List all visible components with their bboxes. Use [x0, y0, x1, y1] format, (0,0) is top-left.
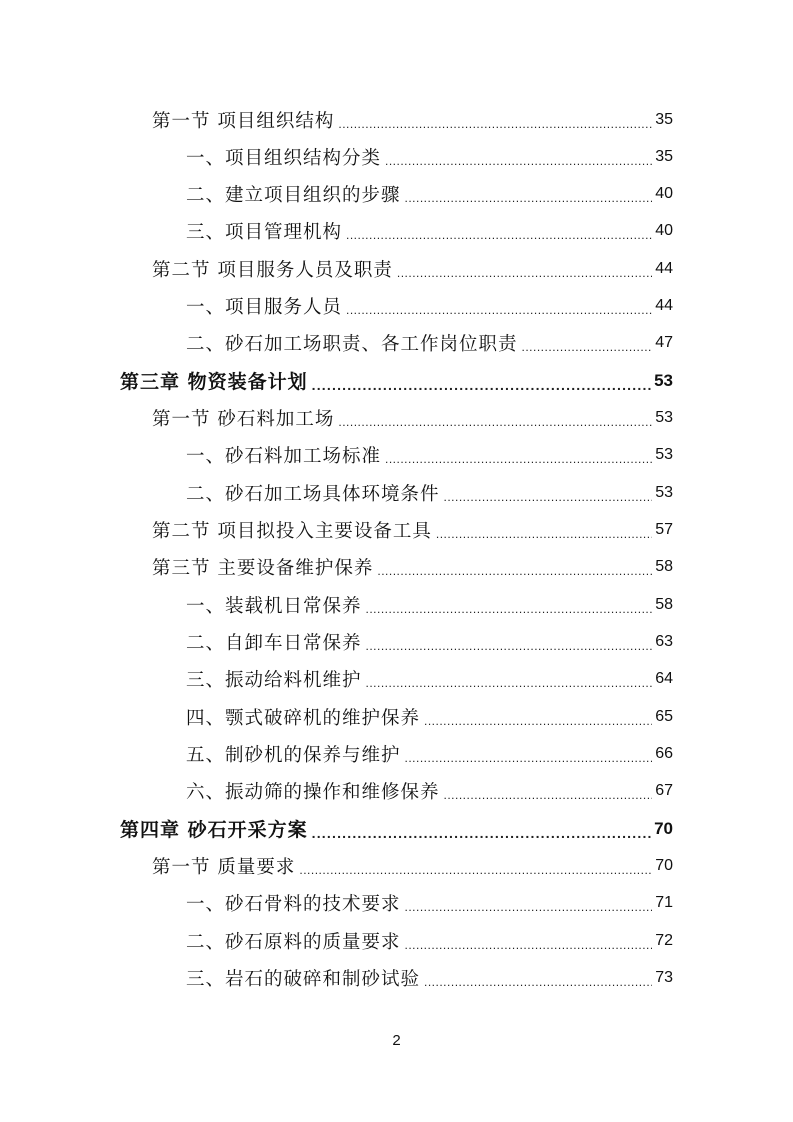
toc-entry-label: 二、砂石原料的质量要求 — [186, 931, 401, 953]
leader-dots — [385, 154, 652, 168]
leader-dots — [405, 938, 653, 952]
toc-entry-label: 第四章 砂石开采方案 — [120, 819, 308, 841]
leader-dots — [366, 639, 653, 653]
toc-entry[interactable] — [186, 735, 673, 772]
leader-dots — [436, 527, 652, 541]
leader-dots — [385, 452, 652, 466]
toc-entry[interactable] — [186, 138, 673, 175]
leader-dots — [338, 117, 652, 131]
toc-entry[interactable] — [152, 548, 673, 585]
toc-entry[interactable] — [186, 660, 673, 697]
toc-entry-page: 63 — [655, 632, 673, 650]
page-number: 2 — [392, 1032, 401, 1049]
leader-dots — [444, 788, 653, 802]
leader-dots — [424, 714, 652, 728]
toc-entry-page: 72 — [655, 931, 673, 949]
toc-entry-label: 一、砂石料加工场标准 — [186, 445, 382, 467]
leader-dots — [299, 863, 652, 877]
leader-dots — [366, 602, 653, 616]
toc-entry[interactable] — [186, 324, 673, 361]
toc-entry[interactable] — [186, 287, 673, 324]
toc-entry[interactable] — [186, 474, 673, 511]
toc-entry-page: 65 — [655, 707, 673, 725]
leader-dots — [312, 825, 651, 841]
toc-entry[interactable] — [152, 511, 673, 548]
toc-entry[interactable] — [152, 847, 673, 884]
toc-entry-page: 44 — [655, 296, 673, 314]
toc-entry-label: 第一节 项目组织结构 — [152, 110, 335, 132]
toc-entry-label: 二、砂石加工场具体环境条件 — [186, 483, 440, 505]
toc-entry-page: 70 — [655, 856, 673, 874]
toc-entry-label: 四、颚式破碎机的维护保养 — [186, 707, 421, 729]
toc-entry-page: 40 — [655, 221, 673, 239]
leader-dots — [377, 564, 652, 578]
toc-entry[interactable] — [152, 399, 673, 436]
toc-entry-label: 三、振动给料机维护 — [186, 669, 362, 691]
toc-entry-label: 六、振动筛的操作和维修保养 — [186, 781, 440, 803]
toc-entry-label: 一、装载机日常保养 — [186, 595, 362, 617]
toc-entry[interactable] — [186, 884, 673, 921]
toc-entry-label: 第三章 物资装备计划 — [120, 371, 308, 393]
leader-dots — [346, 303, 652, 317]
toc-entry[interactable] — [152, 101, 673, 138]
toc-entry[interactable] — [186, 175, 673, 212]
toc-entry-label: 三、项目管理机构 — [186, 221, 343, 243]
toc-entry[interactable] — [186, 698, 673, 735]
toc-entry-page: 44 — [655, 259, 673, 277]
toc-entry-page: 58 — [655, 595, 673, 613]
toc-entry-page: 71 — [655, 893, 673, 911]
toc-entry-label: 一、砂石骨料的技术要求 — [186, 893, 401, 915]
toc-chapter-entry[interactable] — [120, 362, 673, 399]
toc-entry-page: 53 — [655, 408, 673, 426]
toc-entry-page: 66 — [655, 744, 673, 762]
toc-entry-page: 53 — [654, 370, 673, 390]
toc-entry[interactable] — [186, 922, 673, 959]
toc-entry-label: 第二节 项目服务人员及职责 — [152, 259, 393, 281]
leader-dots — [405, 191, 653, 205]
toc-entry-page: 73 — [655, 968, 673, 986]
toc-entry[interactable] — [186, 959, 673, 996]
leader-dots — [424, 975, 652, 989]
toc-entry-label: 第三节 主要设备维护保养 — [152, 557, 374, 579]
toc-entry[interactable] — [186, 436, 673, 473]
toc-entry[interactable] — [186, 623, 673, 660]
toc-entry[interactable] — [186, 772, 673, 809]
toc-entry-label: 一、项目服务人员 — [186, 296, 343, 318]
toc-entry-page: 53 — [655, 445, 673, 463]
leader-dots — [312, 377, 651, 393]
toc-entry-label: 五、制砂机的保养与维护 — [186, 744, 401, 766]
toc-entry-label: 第二节 项目拟投入主要设备工具 — [152, 520, 432, 542]
toc-entry-page: 58 — [655, 557, 673, 575]
leader-dots — [405, 900, 653, 914]
leader-dots — [366, 676, 653, 690]
toc-entry-page: 40 — [655, 184, 673, 202]
toc-entry-page: 67 — [655, 781, 673, 799]
toc-entry-page: 57 — [655, 520, 673, 538]
toc-entry[interactable] — [186, 212, 673, 249]
leader-dots — [444, 490, 653, 504]
toc-entry-page: 35 — [655, 110, 673, 128]
toc-entry-page: 64 — [655, 669, 673, 687]
toc-entry-label: 一、项目组织结构分类 — [186, 147, 382, 169]
toc-entry-label: 二、建立项目组织的步骤 — [186, 184, 401, 206]
toc-entry-label: 二、自卸车日常保养 — [186, 632, 362, 654]
leader-dots — [522, 340, 653, 354]
toc-entry-label: 第一节 砂石料加工场 — [152, 408, 335, 430]
toc-entry-page: 53 — [655, 483, 673, 501]
leader-dots — [405, 751, 653, 765]
leader-dots — [397, 266, 652, 280]
leader-dots — [346, 228, 652, 242]
toc-chapter-entry[interactable] — [120, 810, 673, 847]
toc-entry-page: 35 — [655, 147, 673, 165]
toc-entry-label: 第一节 质量要求 — [152, 856, 296, 878]
toc-entry[interactable] — [186, 586, 673, 623]
toc-entry-page: 70 — [654, 818, 673, 838]
toc-entry[interactable] — [152, 250, 673, 287]
toc-entry-label: 三、岩石的破碎和制砂试验 — [186, 968, 421, 990]
toc-entry-page: 47 — [655, 333, 673, 351]
toc-entry-label: 二、砂石加工场职责、各工作岗位职责 — [186, 333, 518, 355]
leader-dots — [338, 415, 652, 429]
